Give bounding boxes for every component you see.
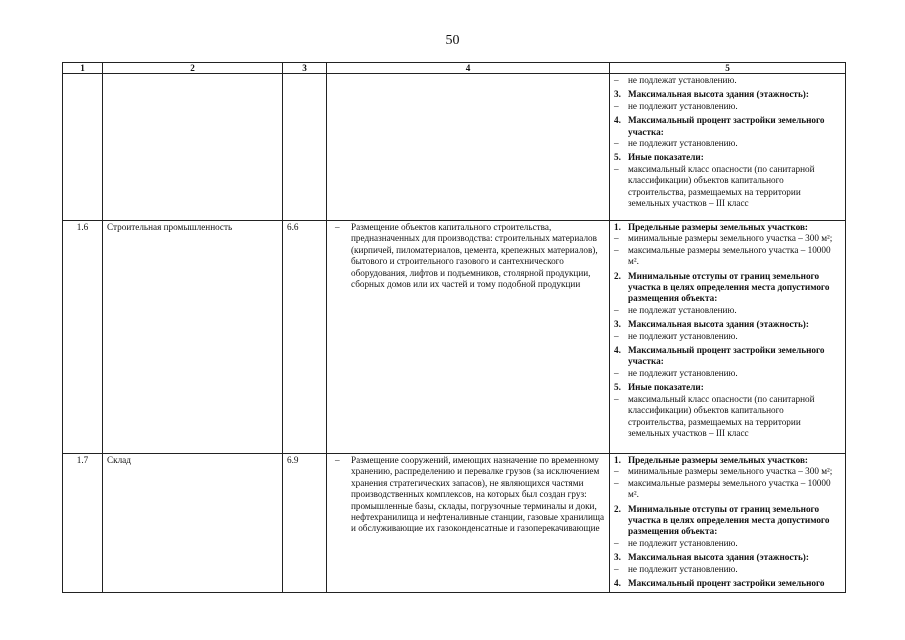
parameter-text: Минимальные отступы от границ земельного участка в целях определения места допустимого размещения объекта: [628,270,830,304]
use-description-text: Размещение сооружений, имеющих назначение по временному хранению, распределению и перевалке грузов (за исключением хранения стратегических запасов), не являющихся частями производственных комплексов, на которых был создан груз: промышленные базы, склады, погрузочные терминалы и доки, нефтехранилища и нефтеналивные станции, газовые хранилища и обслуживающие их газоконденсатные и газоперекачивающие [351,455,605,534]
parameter-marker: – [614,466,619,477]
use-code-cell: 6.9 [283,454,327,593]
parameter-heading [614,578,841,589]
parameter-marker: 3. [614,552,621,563]
parameter-value [614,233,841,244]
parameter-text: Иные показатели: [628,152,704,163]
header-col-2: 2 [103,63,283,74]
row-number-cell: 1.7 [63,454,103,593]
use-description-cell [327,74,610,221]
parameter-heading [614,152,841,163]
parameter-text: максимальный класс опасности (по санитарной классификации) объектов капитального строительства, размещаемых на территории земельных участков – III класс [628,393,815,438]
parameter-text: минимальные размеры земельного участка – 300 м²; [628,233,833,244]
row-number-cell [63,74,103,221]
parameter-value [614,331,841,342]
parameter-marker: – [614,537,619,548]
header-col-3: 3 [283,63,327,74]
use-code-cell [283,74,327,221]
parameter-value [614,466,841,477]
table-row [63,74,846,221]
parameter-text: не подлежит установлению. [628,367,738,378]
parameter-text: не подлежит установлению. [628,330,738,341]
use-description-cell [327,454,610,593]
header-col-5: 5 [610,63,846,74]
parameter-text: не подлежит установлению. [628,100,738,111]
parameter-text: Максимальная высота здания (этажность): [628,552,809,563]
parameter-value [614,101,841,112]
parameter-heading [614,552,841,563]
parameter-heading [614,319,841,330]
parameter-text: Максимальный процент застройки земельного участка: [628,345,825,367]
parameter-value [614,75,841,86]
parameter-marker: – [614,163,619,174]
parameter-marker: – [614,244,619,255]
parameter-marker: – [614,304,619,315]
parameter-value [614,138,841,149]
use-name-cell: Строительная промышленность [103,221,283,454]
parameter-value [614,538,841,549]
parameter-marker: 1. [614,222,621,232]
parameter-marker: – [614,75,619,85]
use-description [331,222,605,290]
parameter-heading [614,271,841,305]
use-description-cell [327,221,610,454]
use-name-cell [103,74,283,221]
parameter-text: Иные показатели: [628,382,704,393]
parameter-marker: – [614,367,619,378]
table-row [63,454,846,593]
parameter-text: не подлежит установлению. [628,563,738,574]
use-description-text: Размещение объектов капитального строительства, предназначенных для производства: строительных материалов (кирпичей, пиломатериалов, цемента, крепежных материалов), бытового и строительного газового и сантехнического оборудования, лифтов и подъемников, столярной продукции, сборных домов или их частей и тому подобной продукции [351,222,598,290]
parameter-text: минимальные размеры земельного участка – 300 м²; [628,466,833,477]
parameters-cell [610,74,846,221]
parameter-text: Максимальная высота здания (этажность): [628,319,809,330]
parameter-text: Максимальный процент застройки земельного участка: [628,115,825,137]
parameter-text: не подлежит установлению. [628,537,738,548]
parameter-marker: 1. [614,455,621,465]
parameter-value [614,478,841,501]
parameter-text: Предельные размеры земельных участков: [628,222,808,232]
header-col-4: 4 [327,63,610,74]
parameter-text: максимальные размеры земельного участка – 10000 м². [628,477,831,500]
parameter-marker: – [614,330,619,341]
parameters-cell [610,221,846,454]
row-number-cell: 1.6 [63,221,103,454]
parameter-text: Предельные размеры земельных участков: [628,455,808,465]
parameter-heading [614,115,841,138]
parameter-marker: 3. [614,319,621,330]
parameter-marker: – [614,477,619,488]
parameter-text: Максимальная высота здания (этажность): [628,89,809,100]
parameter-marker: – [614,233,619,244]
parameter-marker: – [614,563,619,574]
parameter-value [614,164,841,210]
header-col-1: 1 [63,63,103,74]
dash-marker: – [335,455,340,465]
parameter-value [614,564,841,575]
parameter-marker: 3. [614,89,621,100]
parameter-marker: 2. [614,503,621,514]
parameters-cell [610,454,846,593]
table-row [63,221,846,454]
parameter-value [614,305,841,316]
parameter-value [614,368,841,379]
parameter-text: не подлежат установлению. [628,304,737,315]
land-use-table [62,62,846,593]
parameter-marker: – [614,393,619,404]
parameter-text: максимальный класс опасности (по санитарной классификации) объектов капитального строительства, размещаемых на территории земельных участков – III класс [628,163,815,209]
parameter-value [614,245,841,268]
parameter-marker: 2. [614,270,621,281]
use-name-cell: Склад [103,454,283,593]
parameter-marker: – [614,138,619,149]
parameter-heading [614,455,841,466]
parameter-heading [614,504,841,538]
use-description [331,455,605,535]
parameter-text: Максимальный процент застройки земельного [628,578,825,589]
parameter-marker: 4. [614,345,621,356]
parameter-text: не подлежат установлению. [628,75,737,85]
parameter-text: максимальные размеры земельного участка – 10000 м². [628,244,831,267]
parameter-marker: 4. [614,115,621,126]
parameter-text: Минимальные отступы от границ земельного участка в целях определения места допустимого размещения объекта: [628,503,830,537]
parameter-heading [614,89,841,100]
parameter-heading [614,222,841,233]
parameter-marker: 5. [614,382,621,393]
parameter-marker: 5. [614,152,621,163]
header-row [63,63,846,74]
use-code-cell: 6.6 [283,221,327,454]
parameter-marker: 4. [614,578,621,589]
parameter-marker: – [614,100,619,111]
parameter-value [614,394,841,440]
dash-marker: – [335,222,340,232]
parameter-heading [614,382,841,393]
parameter-heading [614,345,841,368]
page-number: 50 [445,33,460,48]
table-body [63,74,846,593]
parameter-text: не подлежит установлению. [628,138,738,149]
